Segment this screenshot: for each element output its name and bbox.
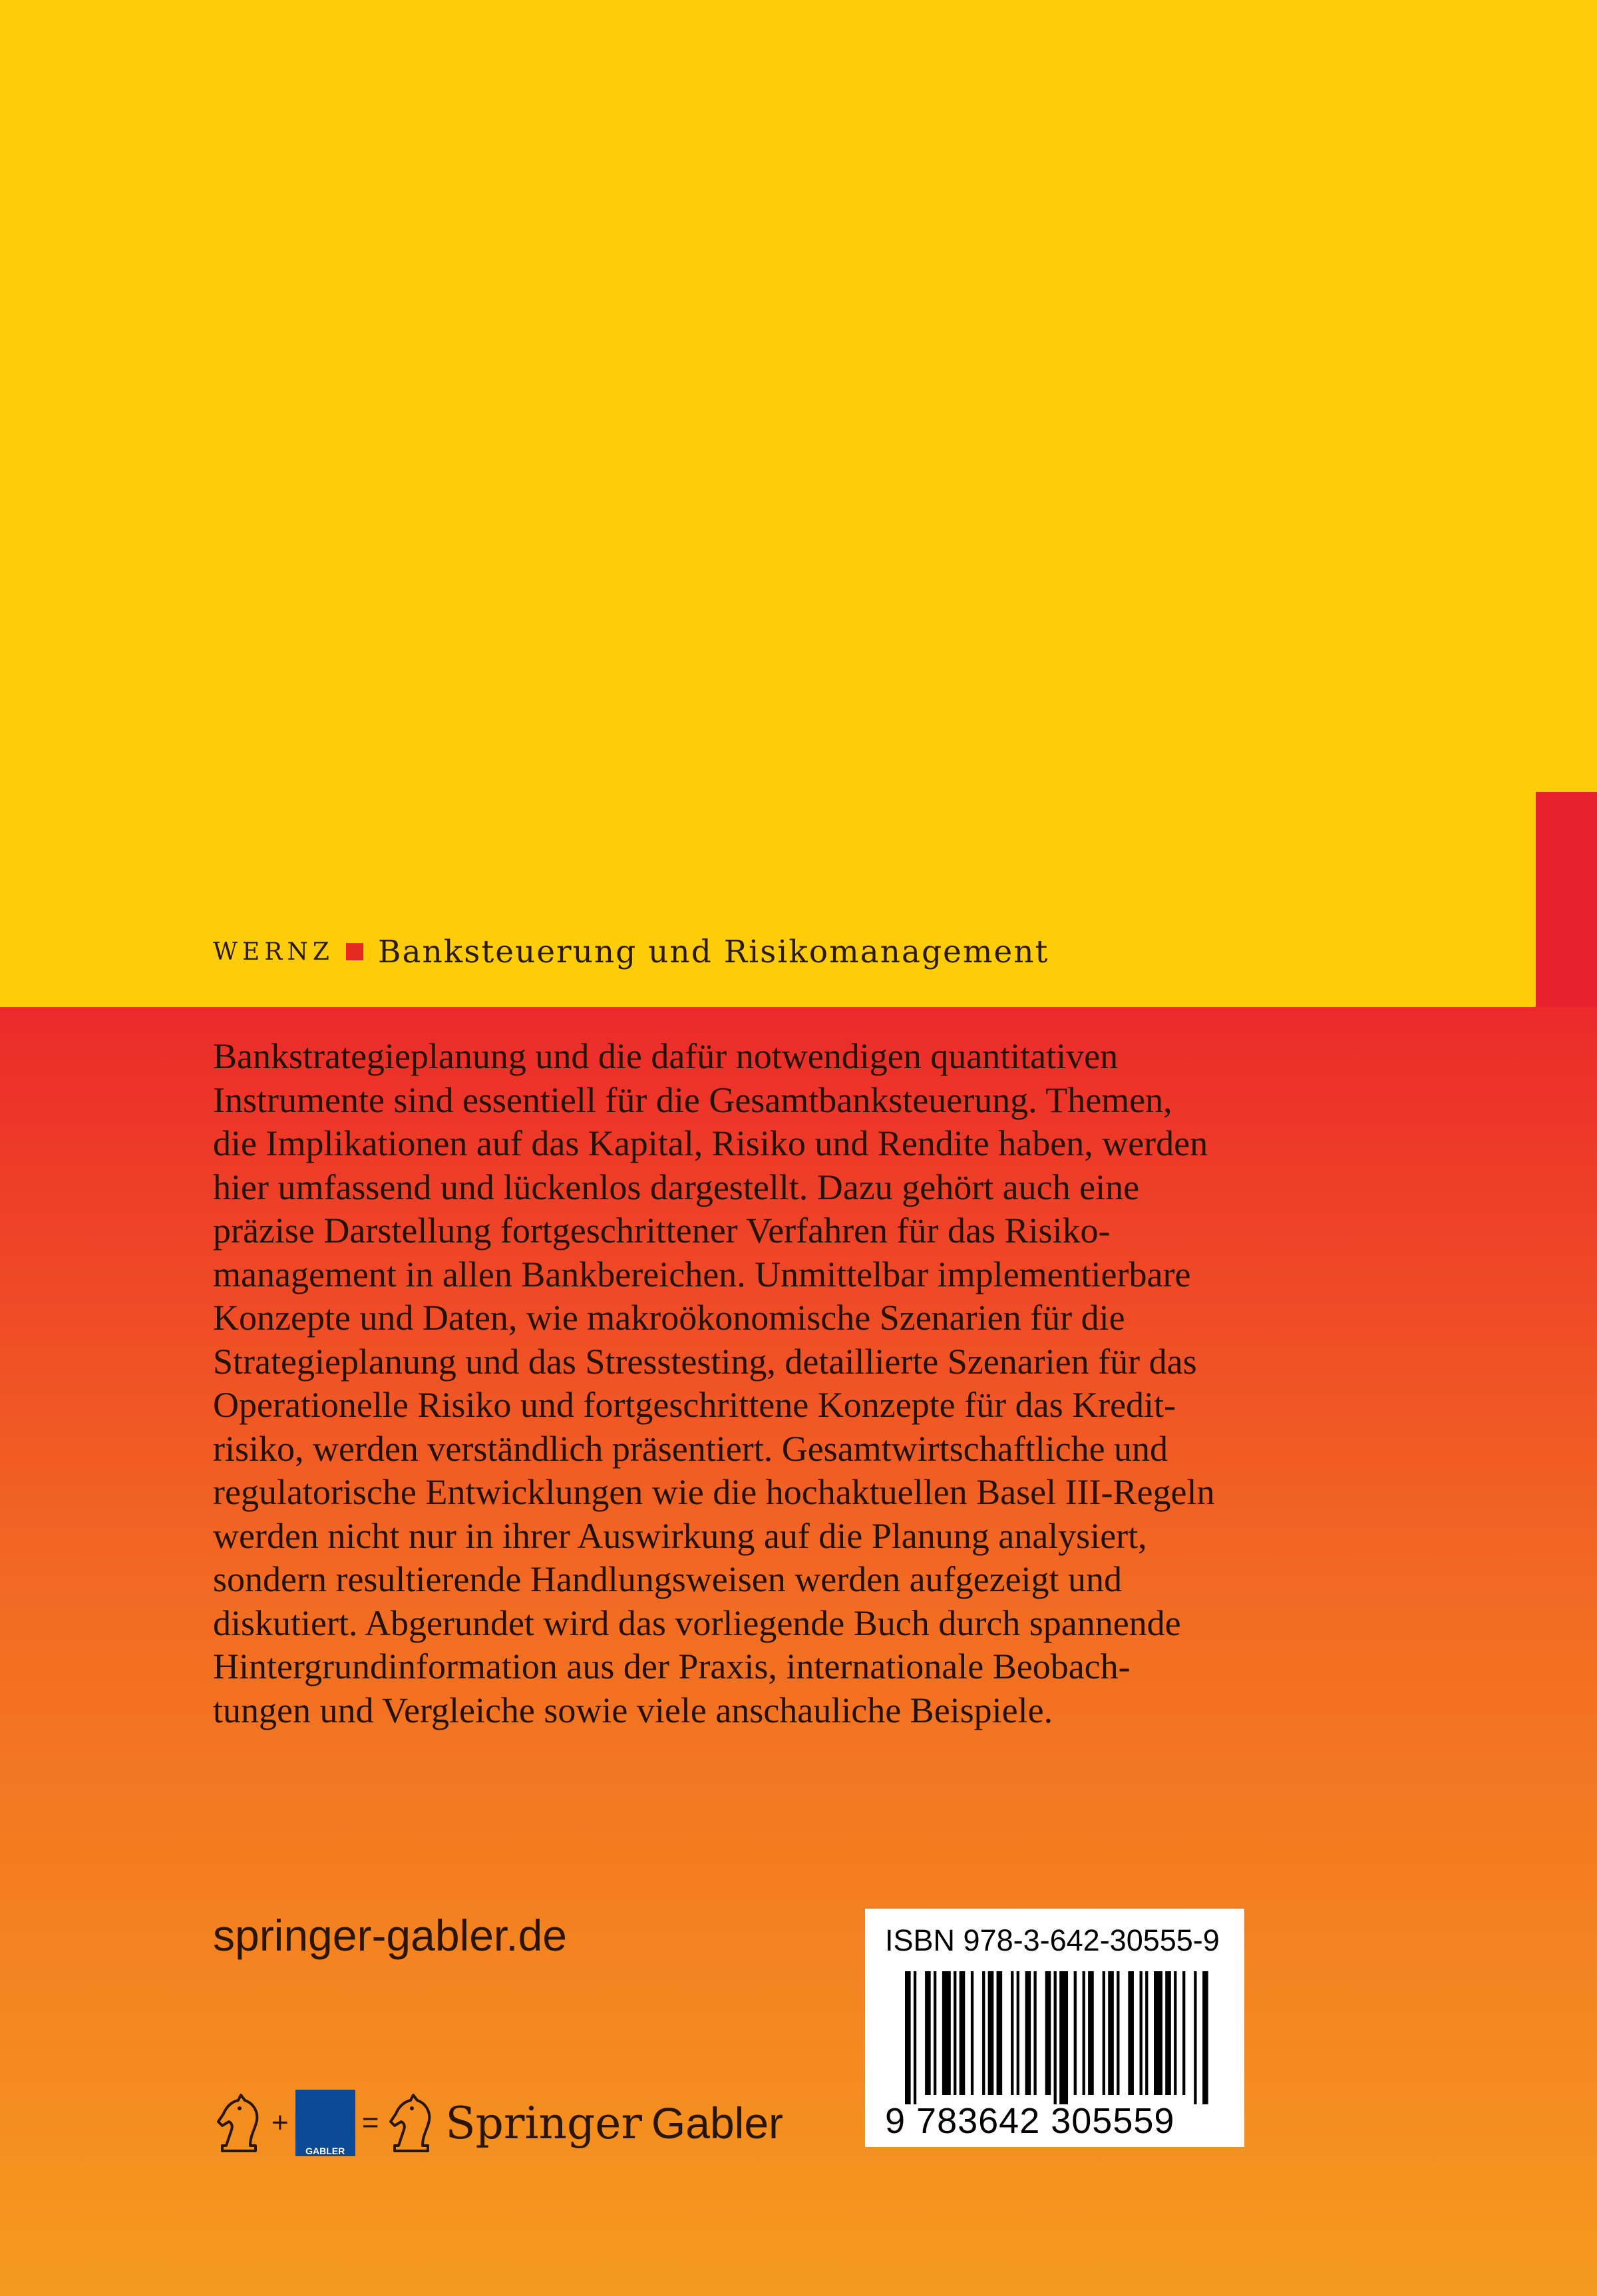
blurb-line: tungen und Vergleiche sowie viele anschauliche Beispiele. xyxy=(213,1690,1053,1730)
barcode-bar xyxy=(925,1971,931,2095)
blurb-line: sondern resultierende Handlungsweisen werden aufgezeigt und xyxy=(213,1559,1123,1599)
series-title: Banksteuerung und Risikomanagement xyxy=(377,933,1049,970)
red-side-tab xyxy=(1536,792,1597,1007)
blurb-line: die Implikationen auf das Kapital, Risiko und Rendite haben, werden xyxy=(213,1123,1208,1163)
red-square-icon xyxy=(346,943,363,960)
barcode-bar xyxy=(1083,1971,1085,2095)
series-author: WERNZ xyxy=(213,938,334,966)
series-heading xyxy=(213,928,1049,975)
gabler-box-text: GABLER xyxy=(305,2146,345,2156)
publisher-name-springer: Springer xyxy=(445,2097,642,2149)
barcode-bar xyxy=(1025,1971,1031,2095)
logo-equals: = xyxy=(361,2106,379,2139)
blurb-line: Strategieplanung und das Stresstesting, detaillierte Szenarien für das xyxy=(213,1341,1197,1382)
barcode-bar xyxy=(997,1971,1003,2095)
barcode-bar xyxy=(1165,1971,1171,2095)
barcode-bar xyxy=(1145,1971,1148,2095)
barcode-bar xyxy=(954,1971,956,2095)
gabler-logo-icon xyxy=(295,2090,355,2156)
barcode-bar xyxy=(1108,1971,1114,2095)
barcode-bar xyxy=(1033,1971,1036,2095)
barcode-bar xyxy=(1182,1971,1185,2095)
blurb-line: präzise Darstellung fortgeschrittener Verfahren für das Risiko- xyxy=(213,1211,1111,1250)
blurb-line: werden nicht nur in ihrer Auswirkung auf die Planung analysiert, xyxy=(213,1515,1147,1556)
barcode-bar xyxy=(1059,1971,1068,2104)
top-yellow-band xyxy=(0,0,1597,1007)
isbn-barcode-box xyxy=(865,1909,1244,2147)
barcode-bar xyxy=(1017,1971,1019,2095)
barcode-bar xyxy=(988,1971,994,2095)
barcode-bar xyxy=(905,1971,911,2104)
publisher-website: springer-gabler.de xyxy=(213,1911,567,1960)
blurb-line: management in allen Bankbereichen. Unmittelbar implementierbare xyxy=(213,1254,1191,1294)
barcode-bar xyxy=(1011,1971,1013,2095)
barcode-bar xyxy=(934,1971,936,2095)
barcode-bar xyxy=(1194,1971,1196,2104)
blurb-line: diskutiert. Abgerundet wird das vorliegende Buch durch spannende xyxy=(213,1603,1181,1643)
blurb-line: Operationelle Risiko und fortgeschrittene Konzepte für das Kredit- xyxy=(213,1385,1176,1425)
barcode-bar xyxy=(914,1971,916,2104)
barcode-bar xyxy=(1128,1971,1134,2095)
springer-horse-icon xyxy=(213,2091,265,2155)
publisher-logo xyxy=(213,2083,783,2163)
blurb-line: risiko, werden verständlich präsentiert. Gesamtwirtschaftliche und xyxy=(213,1428,1168,1469)
blurb-line: Hintergrundinformation aus der Praxis, internationale Beobach- xyxy=(213,1646,1131,1686)
blurb-line: Konzepte und Daten, wie makroökonomische Szenarien für die xyxy=(213,1298,1125,1338)
barcode-digits: 9 783642 305559 xyxy=(885,2101,1175,2141)
springer-horse-icon xyxy=(385,2091,437,2155)
logo-plus: + xyxy=(271,2106,289,2139)
barcode-bar xyxy=(960,1971,966,2095)
barcode-bar xyxy=(1103,1971,1105,2095)
barcode-bar xyxy=(1074,1971,1077,2095)
barcode-bar xyxy=(1117,1971,1119,2095)
blurb-line: hier umfassend und lückenlos dargestellt. Dazu gehört auch eine xyxy=(213,1167,1140,1207)
barcode-bar xyxy=(1140,1971,1143,2095)
barcode-bar xyxy=(1045,1971,1051,2095)
barcode-bar xyxy=(1174,1971,1176,2095)
blurb-line: regulatorische Entwicklungen wie die hochaktuellen Basel III-Regeln xyxy=(213,1472,1215,1512)
barcode-bar xyxy=(1154,1971,1162,2095)
barcode-bar xyxy=(1088,1971,1094,2095)
blurb-line: Instrumente sind essentiell für die Gesamtbanksteuerung. Themen, xyxy=(213,1079,1172,1120)
barcode-bar xyxy=(1054,1971,1057,2104)
blurb-text xyxy=(213,1035,1291,1732)
barcode-bar xyxy=(1202,1971,1208,2104)
blurb-line: Bankstrategieplanung und die dafür notwendigen quantitativen xyxy=(213,1036,1119,1076)
publisher-name-gabler: Gabler xyxy=(651,2098,784,2148)
barcode-bar xyxy=(971,1971,974,2095)
isbn-label: ISBN 978-3-642-30555-9 xyxy=(885,1923,1220,1957)
barcode-bar xyxy=(942,1971,951,2095)
barcode-bar xyxy=(982,1971,985,2095)
ean13-barcode-icon xyxy=(905,1971,1211,2104)
